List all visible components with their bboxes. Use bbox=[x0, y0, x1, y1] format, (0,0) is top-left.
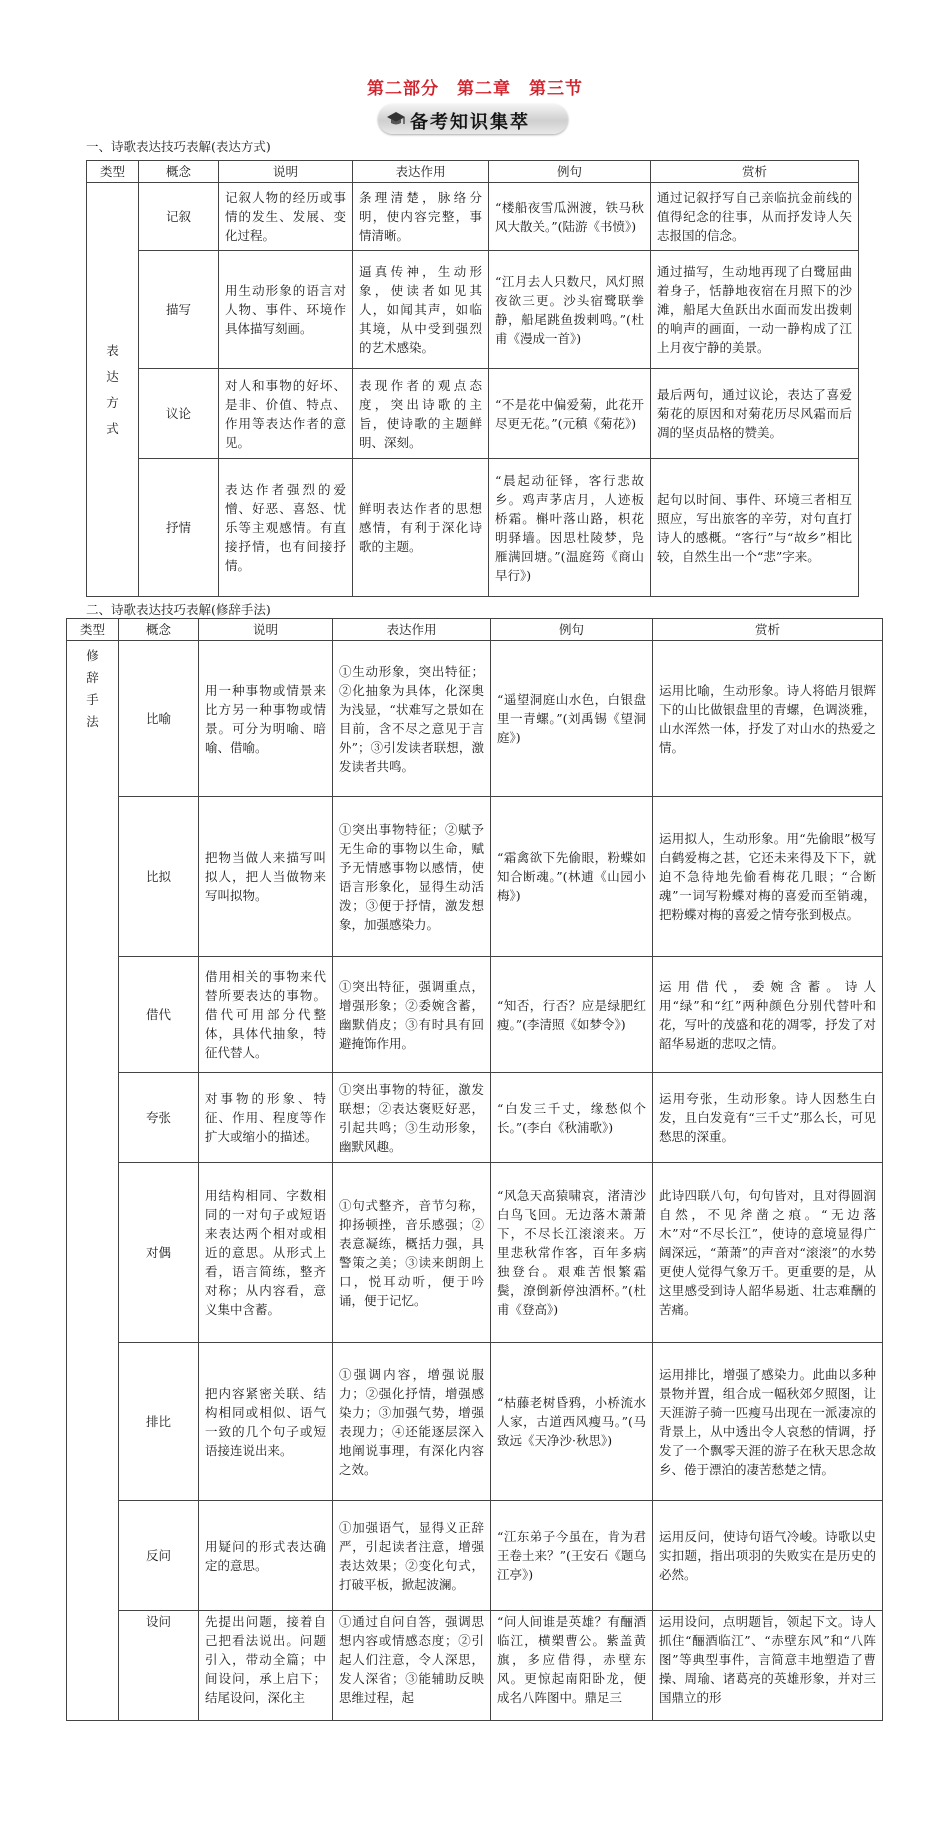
effect-cell: ①通过自问自答，强调思想内容或情感态度；②引起人们注意，令人深思，发人深省；③能辅助反映思维过程，起 bbox=[333, 1611, 491, 1721]
analysis-cell: 运用拟人，生动形象。用“先偷眼”极写白鹤爱梅之甚，它还未来得及下下，就迫不急待地先偷看梅花几眼；“合断魂”一词写粉蝶对梅的喜爱而至销魂，把粉蝶对梅的喜爱之情夸张到极点。 bbox=[653, 797, 883, 957]
effect-cell: 条理清楚，脉络分明，使内容完整，事情清晰。 bbox=[353, 183, 489, 251]
example-cell: “白发三千丈，缘愁似个长。”(李白《秋浦歌》) bbox=[491, 1073, 653, 1163]
analysis-cell: 运用借代，委婉含蓄。诗人用“绿”和“红”两种颜色分别代替叶和花，写叶的茂盛和花的凋零，抒发了对韶华易逝的悲叹之情。 bbox=[653, 957, 883, 1073]
desc-cell: 用一种事物或情景来比方另一种事物或情景。可分为明喻、暗喻、借喻。 bbox=[199, 641, 333, 797]
desc-cell: 把内容紧密关联、结构相同或相似、语气一致的几个句子或短语接连说出来。 bbox=[199, 1343, 333, 1501]
column-header: 表达作用 bbox=[333, 619, 491, 641]
example-cell: “江月去人只数尺，风灯照夜欲三更。沙头宿鹭联拳静，船尾跳鱼拨剌鸣。”(杜甫《漫成一首》) bbox=[489, 251, 651, 369]
effect-cell: ①加强语气，显得义正辞严，引起读者注意，增强表达效果；②变化句式，打破平板，掀起波澜。 bbox=[333, 1501, 491, 1611]
desc-cell: 用生动形象的语言对人物、事件、环境作具体描写刻画。 bbox=[219, 251, 353, 369]
concept-cell: 反问 bbox=[119, 1501, 199, 1611]
column-header: 概念 bbox=[119, 619, 199, 641]
desc-cell: 先提出问题，接着自己把看法说出。问题引入，带动全篇；中间设问，承上启下；结尾设问，深化主 bbox=[199, 1611, 333, 1721]
column-header: 例句 bbox=[491, 619, 653, 641]
expression-table bbox=[86, 160, 859, 597]
page-header bbox=[0, 74, 950, 99]
desc-cell: 表达作者强烈的爱憎、好恶、喜怒、忧乐等主观感情。有直接抒情，也有间接抒情。 bbox=[219, 459, 353, 597]
type-label: 表达方式 bbox=[106, 342, 119, 436]
table-header-row bbox=[87, 161, 859, 183]
concept-cell: 对偶 bbox=[119, 1163, 199, 1343]
analysis-cell: 通过记叙抒写自己亲临抗金前线的值得纪念的往事，从而抒发诗人矢志报国的信念。 bbox=[651, 183, 859, 251]
desc-cell: 对人和事物的好坏、是非、价值、特点、作用等表达作者的意见。 bbox=[219, 369, 353, 459]
table-row bbox=[87, 183, 859, 251]
analysis-cell: 通过描写，生动地再现了白鹭屈曲着身子，恬静地夜宿在月照下的沙滩，船尾大鱼跃出水面而发出拨刺的响声的画面，一动一静构成了江上月夜宁静的美景。 bbox=[651, 251, 859, 369]
column-header: 赏析 bbox=[653, 619, 883, 641]
desc-cell: 记叙人物的经历或事情的发生、发展、变化过程。 bbox=[219, 183, 353, 251]
graduation-cap-icon bbox=[386, 109, 406, 129]
column-header: 赏析 bbox=[651, 161, 859, 183]
analysis-cell: 运用夸张，生动形象。诗人因愁生白发，且白发竟有“三千丈”那么长，可见愁思的深重。 bbox=[653, 1073, 883, 1163]
desc-cell: 借用相关的事物来代替所要表达的事物。借代可用部分代整体，具体代抽象，特征代替人。 bbox=[199, 957, 333, 1073]
table-row bbox=[67, 641, 883, 797]
example-cell: “枯藤老树昏鸦，小桥流水人家，古道西风瘦马。”(马致远《天净沙·秋思》) bbox=[491, 1343, 653, 1501]
banner-title: 备考知识集萃 bbox=[410, 112, 530, 133]
table-row bbox=[87, 251, 859, 369]
table-row bbox=[67, 1343, 883, 1501]
column-header: 类型 bbox=[87, 161, 139, 183]
desc-cell: 用疑问的形式表达确定的意思。 bbox=[199, 1501, 333, 1611]
analysis-cell: 运用排比，增强了感染力。此曲以多种景物并置，组合成一幅秋郊夕照图，让天涯游子骑一匹瘦马出现在一派凄凉的背景上，从中透出令人哀愁的情调，抒发了一个飘零天涯的游子在秋天思念故乡、倦于漂泊的凄苦愁楚之情。 bbox=[653, 1343, 883, 1501]
column-header: 说明 bbox=[219, 161, 353, 183]
effect-cell: ①强调内容，增强说服力；②强化抒情，增强感染力；③加强气势，增强表现力；④还能逐层深入地阐说事理，有深化内容之效。 bbox=[333, 1343, 491, 1501]
concept-cell: 比拟 bbox=[119, 797, 199, 957]
concept-cell: 议论 bbox=[139, 369, 219, 459]
title-banner bbox=[378, 104, 568, 134]
table-row bbox=[67, 1073, 883, 1163]
column-header: 表达作用 bbox=[353, 161, 489, 183]
table-row bbox=[67, 797, 883, 957]
example-cell: “霜禽欲下先偷眼，粉蝶如知合断魂。”(林逋《山园小梅》) bbox=[491, 797, 653, 957]
concept-cell: 排比 bbox=[119, 1343, 199, 1501]
rhetoric-table bbox=[66, 618, 883, 1721]
table-row bbox=[67, 1611, 883, 1721]
example-cell: “遥望洞庭山水色，白银盘里一青螺。”(刘禹锡《望洞庭》) bbox=[491, 641, 653, 797]
analysis-cell: 起句以时间、事件、环境三者相互照应，写出旅客的辛劳，对句直打诗人的感概。“客行”与“故乡”相比较，自然生出一个“悲”字来。 bbox=[651, 459, 859, 597]
desc-cell: 对事物的形象、特征、作用、程度等作扩大或缩小的描述。 bbox=[199, 1073, 333, 1163]
example-cell: “晨起动征铎，客行悲故乡。鸡声茅店月，人迹板桥霜。槲叶落山路，枳花明驿墙。因思杜陵梦，凫雁满回塘。”(温庭筠《商山早行》) bbox=[489, 459, 651, 597]
example-cell: “问人间谁是英雄？有酾酒临江，横槊曹公。紫盖黄旗，多应借得，赤壁东风。更惊起南阳卧龙，便成名八阵图中。鼎足三 bbox=[491, 1611, 653, 1721]
effect-cell: ①突出事物的特征，激发联想；②表达褒贬好恶，引起共鸣；③生动形象，幽默风趣。 bbox=[333, 1073, 491, 1163]
effect-cell: 逼真传神，生动形象，使读者如见其人，如闻其声，如临其境，从中受到强烈的艺术感染。 bbox=[353, 251, 489, 369]
table-header-row bbox=[67, 619, 883, 641]
example-cell: “楼船夜雪瓜洲渡，铁马秋风大散关。”(陆游《书愤》) bbox=[489, 183, 651, 251]
table-row bbox=[67, 1501, 883, 1611]
concept-cell: 记叙 bbox=[139, 183, 219, 251]
analysis-cell: 最后两句，通过议论，表达了喜爱菊花的原因和对菊花历尽风霜而后凋的坚贞品格的赞美。 bbox=[651, 369, 859, 459]
concept-cell: 设问 bbox=[119, 1611, 199, 1721]
table-row bbox=[87, 459, 859, 597]
effect-cell: 表现作者的观点态度，突出诗歌的主旨，使诗歌的主题鲜明、深刻。 bbox=[353, 369, 489, 459]
example-cell: “风急天高猿啸哀，渚清沙白鸟飞回。无边落木萧萧下，不尽长江滚滚来。万里悲秋常作客，百年多病独登台。艰难苦恨繁霜鬓，潦倒新停浊酒杯。”(杜甫《登高》) bbox=[491, 1163, 653, 1343]
concept-cell: 描写 bbox=[139, 251, 219, 369]
effect-cell: ①生动形象，突出特征；②化抽象为具体，化深奥为浅显，“状难写之景如在目前，含不尽之意见于言外”；③引发读者联想，激发读者共鸣。 bbox=[333, 641, 491, 797]
type-cell bbox=[87, 183, 139, 597]
column-header: 概念 bbox=[139, 161, 219, 183]
effect-cell: ①突出特征，强调重点，增强形象；②委婉含蓄，幽默俏皮；③有时具有回避掩饰作用。 bbox=[333, 957, 491, 1073]
desc-cell: 用结构相同、字数相同的一对句子或短语来表达两个相对或相近的意思。从形式上看，语言简练，整齐对称；从内容看，意义集中含蓄。 bbox=[199, 1163, 333, 1343]
example-cell: “江东弟子今虽在，肯为君王卷土来？”(王安石《题乌江亭》) bbox=[491, 1501, 653, 1611]
type-cell bbox=[67, 641, 119, 1721]
example-cell: “不是花中偏爱菊，此花开尽更无花。”(元稹《菊花》) bbox=[489, 369, 651, 459]
analysis-cell: 运用反问，使诗句语气冷峻。诗歌以史实扣题，指出项羽的失败实在是历史的必然。 bbox=[653, 1501, 883, 1611]
concept-cell: 抒情 bbox=[139, 459, 219, 597]
section-title-expression: 一、诗歌表达技巧表解(表达方式) bbox=[86, 139, 271, 154]
section-title-rhetoric: 二、诗歌表达技巧表解(修辞手法) bbox=[86, 602, 271, 617]
effect-cell: 鲜明表达作者的思想感情，有利于深化诗歌的主题。 bbox=[353, 459, 489, 597]
table-row bbox=[67, 1163, 883, 1343]
analysis-cell: 此诗四联八句，句句皆对，且对得圆润自然，不见斧凿之痕。“无边落木”对“不尽长江”，使诗的意境显得广阔深远，“萧萧”的声音对“滚滚”的水势更使人觉得气象万千。更重要的是，从这里感受到诗人韶华易逝、壮志难酬的苦痛。 bbox=[653, 1163, 883, 1343]
table-row bbox=[67, 957, 883, 1073]
analysis-cell: 运用设问，点明题旨，领起下文。诗人抓住“酾酒临江”、“赤壁东风”和“八阵图”等典型事件，言简意丰地塑造了曹操、周瑜、诸葛亮的英雄形象，并对三国鼎立的形 bbox=[653, 1611, 883, 1721]
column-header: 例句 bbox=[489, 161, 651, 183]
chapter-title: 第二部分 第二章 第三节 bbox=[367, 79, 583, 99]
type-label: 修辞手法 bbox=[86, 648, 99, 729]
effect-cell: ①突出事物特征；②赋予无生命的事物以生命，赋予无情感事物以感情，使语言形象化，显得生动活泼；③便于抒情，激发想象，加强感染力。 bbox=[333, 797, 491, 957]
example-cell: “知否，行否？应是绿肥红瘦。”(李清照《如梦令》) bbox=[491, 957, 653, 1073]
column-header: 类型 bbox=[67, 619, 119, 641]
concept-cell: 借代 bbox=[119, 957, 199, 1073]
concept-cell: 夸张 bbox=[119, 1073, 199, 1163]
column-header: 说明 bbox=[199, 619, 333, 641]
analysis-cell: 运用比喻，生动形象。诗人将皓月银辉下的山比做银盘里的青螺，色调淡雅，山水浑然一体，抒发了对山水的热爱之情。 bbox=[653, 641, 883, 797]
concept-cell: 比喻 bbox=[119, 641, 199, 797]
effect-cell: ①句式整齐，音节匀称，抑扬顿挫，音乐感强；②表意凝练，概括力强，具警策之美；③读来朗朗上口，悦耳动听，便于吟诵，便于记忆。 bbox=[333, 1163, 491, 1343]
table-row bbox=[87, 369, 859, 459]
desc-cell: 把物当做人来描写叫拟人，把人当做物来写叫拟物。 bbox=[199, 797, 333, 957]
